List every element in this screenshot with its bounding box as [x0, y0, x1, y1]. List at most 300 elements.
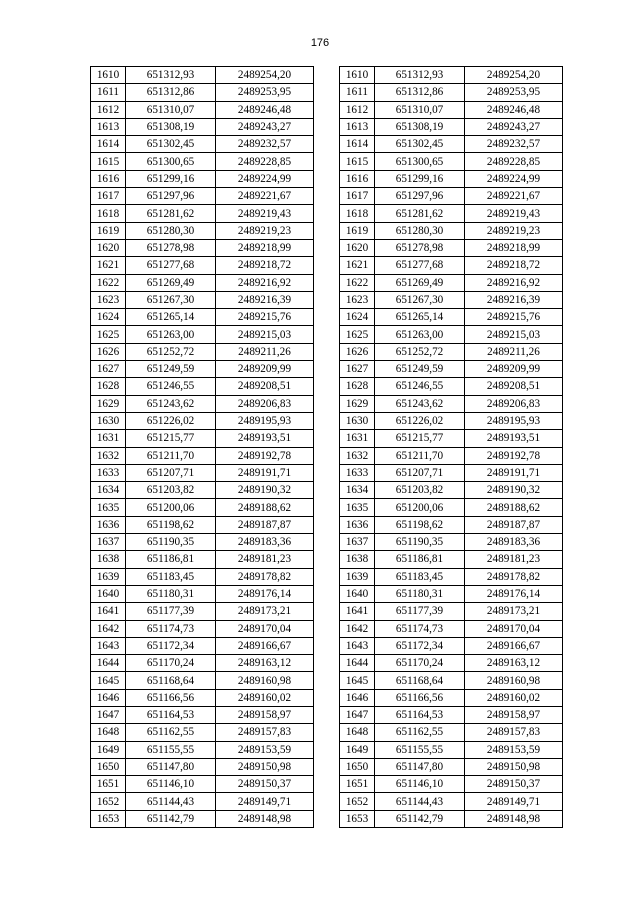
y-coordinate-cell: 2489157,83: [465, 724, 563, 741]
point-number-cell: 1640: [340, 585, 375, 602]
x-coordinate-cell: 651310,07: [126, 101, 216, 118]
y-coordinate-cell: 2489193,51: [216, 430, 314, 447]
page-number: 176: [310, 37, 330, 49]
point-number-cell: 1644: [340, 655, 375, 672]
y-coordinate-cell: 2489191,71: [216, 464, 314, 481]
x-coordinate-cell: 651215,77: [375, 430, 465, 447]
y-coordinate-cell: 2489219,23: [465, 222, 563, 239]
y-coordinate-cell: 2489208,51: [216, 378, 314, 395]
point-number-cell: 1614: [91, 136, 126, 153]
y-coordinate-cell: 2489209,99: [465, 361, 563, 378]
point-number-cell: 1617: [340, 188, 375, 205]
table-row: [340, 516, 563, 533]
table-row: [340, 222, 563, 239]
point-number-cell: 1621: [340, 257, 375, 274]
y-coordinate-cell: 2489209,99: [216, 361, 314, 378]
x-coordinate-cell: 651166,56: [126, 689, 216, 706]
point-number-cell: 1622: [340, 274, 375, 291]
y-coordinate-cell: 2489148,98: [216, 810, 314, 827]
point-number-cell: 1634: [91, 482, 126, 499]
y-coordinate-cell: 2489218,99: [465, 239, 563, 256]
point-number-cell: 1619: [340, 222, 375, 239]
table-row: [91, 291, 314, 308]
point-number-cell: 1634: [340, 482, 375, 499]
point-number-cell: 1642: [91, 620, 126, 637]
x-coordinate-cell: 651166,56: [375, 689, 465, 706]
table-row: [91, 464, 314, 481]
point-number-cell: 1639: [91, 568, 126, 585]
x-coordinate-cell: 651147,80: [126, 758, 216, 775]
y-coordinate-cell: 2489183,36: [216, 534, 314, 551]
table-row: [91, 101, 314, 118]
point-number-cell: 1613: [340, 118, 375, 135]
x-coordinate-cell: 651299,16: [375, 170, 465, 187]
x-coordinate-cell: 651278,98: [126, 239, 216, 256]
y-coordinate-cell: 2489188,62: [465, 499, 563, 516]
table-row: [340, 118, 563, 135]
x-coordinate-cell: 651252,72: [126, 343, 216, 360]
y-coordinate-cell: 2489253,95: [216, 84, 314, 101]
x-coordinate-cell: 651177,39: [375, 603, 465, 620]
x-coordinate-cell: 651267,30: [375, 291, 465, 308]
x-coordinate-cell: 651297,96: [126, 188, 216, 205]
y-coordinate-cell: 2489211,26: [465, 343, 563, 360]
table-row: [340, 758, 563, 775]
point-number-cell: 1610: [340, 67, 375, 84]
y-coordinate-cell: 2489232,57: [216, 136, 314, 153]
table-row: [91, 239, 314, 256]
table-row: [91, 655, 314, 672]
table-row: [340, 239, 563, 256]
x-coordinate-cell: 651142,79: [375, 810, 465, 827]
table-row: [340, 67, 563, 84]
x-coordinate-cell: 651300,65: [126, 153, 216, 170]
x-coordinate-cell: 651299,16: [126, 170, 216, 187]
table-row: [91, 551, 314, 568]
x-coordinate-cell: 651183,45: [126, 568, 216, 585]
point-number-cell: 1626: [91, 343, 126, 360]
x-coordinate-cell: 651252,72: [375, 343, 465, 360]
table-row: [340, 585, 563, 602]
y-coordinate-cell: 2489243,27: [465, 118, 563, 135]
table-row: [91, 724, 314, 741]
x-coordinate-cell: 651300,65: [375, 153, 465, 170]
y-coordinate-cell: 2489176,14: [465, 585, 563, 602]
x-coordinate-cell: 651312,93: [126, 67, 216, 84]
x-coordinate-cell: 651164,53: [126, 706, 216, 723]
x-coordinate-cell: 651142,79: [126, 810, 216, 827]
y-coordinate-cell: 2489216,92: [465, 274, 563, 291]
y-coordinate-cell: 2489181,23: [465, 551, 563, 568]
table-row: [91, 810, 314, 827]
y-coordinate-cell: 2489178,82: [465, 568, 563, 585]
y-coordinate-cell: 2489218,72: [216, 257, 314, 274]
y-coordinate-cell: 2489166,67: [216, 637, 314, 654]
table-row: [91, 361, 314, 378]
point-number-cell: 1621: [91, 257, 126, 274]
x-coordinate-cell: 651155,55: [375, 741, 465, 758]
y-coordinate-cell: 2489158,97: [465, 706, 563, 723]
table-row: [340, 309, 563, 326]
y-coordinate-cell: 2489192,78: [465, 447, 563, 464]
point-number-cell: 1644: [91, 655, 126, 672]
x-coordinate-cell: 651280,30: [126, 222, 216, 239]
x-coordinate-cell: 651177,39: [126, 603, 216, 620]
x-coordinate-cell: 651277,68: [126, 257, 216, 274]
x-coordinate-cell: 651146,10: [126, 776, 216, 793]
point-number-cell: 1623: [340, 291, 375, 308]
table-row: [91, 672, 314, 689]
table-row: [340, 326, 563, 343]
table-row: [340, 655, 563, 672]
x-coordinate-cell: 651269,49: [375, 274, 465, 291]
x-coordinate-cell: 651174,73: [126, 620, 216, 637]
y-coordinate-cell: 2489166,67: [465, 637, 563, 654]
point-number-cell: 1616: [340, 170, 375, 187]
point-number-cell: 1630: [340, 412, 375, 429]
table-row: [91, 118, 314, 135]
y-coordinate-cell: 2489178,82: [216, 568, 314, 585]
x-coordinate-cell: 651267,30: [126, 291, 216, 308]
point-number-cell: 1643: [91, 637, 126, 654]
x-coordinate-cell: 651164,53: [375, 706, 465, 723]
table-row: [340, 291, 563, 308]
table-row: [340, 482, 563, 499]
table-body-left: [91, 67, 314, 828]
table-row: [340, 205, 563, 222]
point-number-cell: 1610: [91, 67, 126, 84]
point-number-cell: 1651: [91, 776, 126, 793]
x-coordinate-cell: 651243,62: [375, 395, 465, 412]
point-number-cell: 1647: [91, 706, 126, 723]
point-number-cell: 1629: [340, 395, 375, 412]
table-row: [91, 758, 314, 775]
x-coordinate-cell: 651200,06: [126, 499, 216, 516]
table-row: [340, 637, 563, 654]
point-number-cell: 1620: [340, 239, 375, 256]
x-coordinate-cell: 651207,71: [126, 464, 216, 481]
x-coordinate-cell: 651162,55: [375, 724, 465, 741]
table-row: [91, 447, 314, 464]
point-number-cell: 1639: [340, 568, 375, 585]
table-row: [91, 482, 314, 499]
x-coordinate-cell: 651183,45: [375, 568, 465, 585]
point-number-cell: 1653: [91, 810, 126, 827]
table-row: [91, 343, 314, 360]
point-number-cell: 1627: [340, 361, 375, 378]
point-number-cell: 1649: [91, 741, 126, 758]
y-coordinate-cell: 2489224,99: [465, 170, 563, 187]
table-body-right: [340, 67, 563, 828]
point-number-cell: 1635: [340, 499, 375, 516]
point-number-cell: 1626: [340, 343, 375, 360]
y-coordinate-cell: 2489163,12: [465, 655, 563, 672]
y-coordinate-cell: 2489218,72: [465, 257, 563, 274]
table-row: [91, 67, 314, 84]
y-coordinate-cell: 2489219,23: [216, 222, 314, 239]
x-coordinate-cell: 651207,71: [375, 464, 465, 481]
y-coordinate-cell: 2489150,37: [216, 776, 314, 793]
x-coordinate-cell: 651249,59: [126, 361, 216, 378]
y-coordinate-cell: 2489150,98: [216, 758, 314, 775]
point-number-cell: 1615: [91, 153, 126, 170]
point-number-cell: 1648: [340, 724, 375, 741]
point-number-cell: 1614: [340, 136, 375, 153]
y-coordinate-cell: 2489160,02: [465, 689, 563, 706]
table-row: [340, 499, 563, 516]
table-row: [340, 741, 563, 758]
y-coordinate-cell: 2489187,87: [216, 516, 314, 533]
point-number-cell: 1652: [91, 793, 126, 810]
point-number-cell: 1617: [91, 188, 126, 205]
x-coordinate-cell: 651246,55: [126, 378, 216, 395]
y-coordinate-cell: 2489208,51: [465, 378, 563, 395]
x-coordinate-cell: 651243,62: [126, 395, 216, 412]
x-coordinate-cell: 651168,64: [126, 672, 216, 689]
y-coordinate-cell: 2489183,36: [465, 534, 563, 551]
point-number-cell: 1623: [91, 291, 126, 308]
y-coordinate-cell: 2489181,23: [216, 551, 314, 568]
y-coordinate-cell: 2489215,03: [216, 326, 314, 343]
table-row: [91, 84, 314, 101]
table-row: [340, 412, 563, 429]
x-coordinate-cell: 651281,62: [126, 205, 216, 222]
table-row: [340, 84, 563, 101]
point-number-cell: 1629: [91, 395, 126, 412]
x-coordinate-cell: 651144,43: [375, 793, 465, 810]
table-row: [340, 274, 563, 291]
x-coordinate-cell: 651302,45: [375, 136, 465, 153]
table-row: [340, 534, 563, 551]
table-row: [340, 793, 563, 810]
coordinates-table-left: [90, 66, 314, 828]
point-number-cell: 1648: [91, 724, 126, 741]
y-coordinate-cell: 2489150,98: [465, 758, 563, 775]
table-row: [91, 706, 314, 723]
table-row: [91, 188, 314, 205]
y-coordinate-cell: 2489254,20: [216, 67, 314, 84]
point-number-cell: 1618: [91, 205, 126, 222]
y-coordinate-cell: 2489187,87: [465, 516, 563, 533]
x-coordinate-cell: 651249,59: [375, 361, 465, 378]
point-number-cell: 1632: [340, 447, 375, 464]
x-coordinate-cell: 651297,96: [375, 188, 465, 205]
x-coordinate-cell: 651277,68: [375, 257, 465, 274]
y-coordinate-cell: 2489215,76: [465, 309, 563, 326]
table-row: [340, 551, 563, 568]
table-row: [91, 776, 314, 793]
x-coordinate-cell: 651172,34: [375, 637, 465, 654]
table-row: [340, 706, 563, 723]
y-coordinate-cell: 2489160,98: [465, 672, 563, 689]
table-row: [340, 343, 563, 360]
x-coordinate-cell: 651170,24: [375, 655, 465, 672]
y-coordinate-cell: 2489190,32: [465, 482, 563, 499]
y-coordinate-cell: 2489192,78: [216, 447, 314, 464]
y-coordinate-cell: 2489195,93: [465, 412, 563, 429]
y-coordinate-cell: 2489218,99: [216, 239, 314, 256]
table-row: [340, 464, 563, 481]
x-coordinate-cell: 651269,49: [126, 274, 216, 291]
x-coordinate-cell: 651190,35: [375, 534, 465, 551]
table-row: [340, 568, 563, 585]
table-row: [340, 603, 563, 620]
point-number-cell: 1650: [91, 758, 126, 775]
y-coordinate-cell: 2489219,43: [465, 205, 563, 222]
x-coordinate-cell: 651198,62: [375, 516, 465, 533]
table-row: [91, 309, 314, 326]
y-coordinate-cell: 2489215,76: [216, 309, 314, 326]
x-coordinate-cell: 651180,31: [375, 585, 465, 602]
point-number-cell: 1613: [91, 118, 126, 135]
table-row: [340, 136, 563, 153]
point-number-cell: 1651: [340, 776, 375, 793]
table-row: [340, 378, 563, 395]
point-number-cell: 1625: [340, 326, 375, 343]
table-row: [91, 516, 314, 533]
table-row: [340, 188, 563, 205]
y-coordinate-cell: 2489215,03: [465, 326, 563, 343]
x-coordinate-cell: 651281,62: [375, 205, 465, 222]
y-coordinate-cell: 2489153,59: [465, 741, 563, 758]
y-coordinate-cell: 2489253,95: [465, 84, 563, 101]
y-coordinate-cell: 2489163,12: [216, 655, 314, 672]
table-row: [340, 620, 563, 637]
table-row: [91, 585, 314, 602]
coordinates-table-right: [339, 66, 563, 828]
y-coordinate-cell: 2489216,92: [216, 274, 314, 291]
table-row: [91, 136, 314, 153]
x-coordinate-cell: 651215,77: [126, 430, 216, 447]
point-number-cell: 1622: [91, 274, 126, 291]
x-coordinate-cell: 651186,81: [126, 551, 216, 568]
table-row: [91, 378, 314, 395]
x-coordinate-cell: 651263,00: [375, 326, 465, 343]
point-number-cell: 1636: [340, 516, 375, 533]
x-coordinate-cell: 651203,82: [126, 482, 216, 499]
point-number-cell: 1641: [340, 603, 375, 620]
table-row: [91, 395, 314, 412]
point-number-cell: 1635: [91, 499, 126, 516]
point-number-cell: 1627: [91, 361, 126, 378]
y-coordinate-cell: 2489149,71: [216, 793, 314, 810]
table-row: [91, 430, 314, 447]
point-number-cell: 1624: [91, 309, 126, 326]
table-row: [91, 499, 314, 516]
point-number-cell: 1612: [91, 101, 126, 118]
x-coordinate-cell: 651312,86: [375, 84, 465, 101]
y-coordinate-cell: 2489219,43: [216, 205, 314, 222]
table-row: [91, 326, 314, 343]
x-coordinate-cell: 651211,70: [126, 447, 216, 464]
point-number-cell: 1637: [91, 534, 126, 551]
x-coordinate-cell: 651226,02: [375, 412, 465, 429]
x-coordinate-cell: 651162,55: [126, 724, 216, 741]
point-number-cell: 1624: [340, 309, 375, 326]
y-coordinate-cell: 2489193,51: [465, 430, 563, 447]
point-number-cell: 1632: [91, 447, 126, 464]
point-number-cell: 1642: [340, 620, 375, 637]
table-row: [91, 741, 314, 758]
x-coordinate-cell: 651310,07: [375, 101, 465, 118]
x-coordinate-cell: 651174,73: [375, 620, 465, 637]
point-number-cell: 1649: [340, 741, 375, 758]
point-number-cell: 1633: [340, 464, 375, 481]
x-coordinate-cell: 651144,43: [126, 793, 216, 810]
x-coordinate-cell: 651265,14: [126, 309, 216, 326]
point-number-cell: 1611: [91, 84, 126, 101]
point-number-cell: 1618: [340, 205, 375, 222]
y-coordinate-cell: 2489206,83: [465, 395, 563, 412]
y-coordinate-cell: 2489150,37: [465, 776, 563, 793]
point-number-cell: 1625: [91, 326, 126, 343]
y-coordinate-cell: 2489246,48: [465, 101, 563, 118]
table-row: [340, 724, 563, 741]
table-row: [340, 430, 563, 447]
y-coordinate-cell: 2489170,04: [465, 620, 563, 637]
x-coordinate-cell: 651308,19: [375, 118, 465, 135]
table-row: [340, 101, 563, 118]
point-number-cell: 1645: [91, 672, 126, 689]
x-coordinate-cell: 651312,86: [126, 84, 216, 101]
x-coordinate-cell: 651263,00: [126, 326, 216, 343]
y-coordinate-cell: 2489224,99: [216, 170, 314, 187]
point-number-cell: 1619: [91, 222, 126, 239]
point-number-cell: 1637: [340, 534, 375, 551]
point-number-cell: 1638: [91, 551, 126, 568]
point-number-cell: 1646: [91, 689, 126, 706]
x-coordinate-cell: 651200,06: [375, 499, 465, 516]
y-coordinate-cell: 2489195,93: [216, 412, 314, 429]
x-coordinate-cell: 651312,93: [375, 67, 465, 84]
table-row: [91, 689, 314, 706]
table-row: [91, 412, 314, 429]
table-row: [91, 153, 314, 170]
table-row: [91, 568, 314, 585]
x-coordinate-cell: 651147,80: [375, 758, 465, 775]
table-row: [340, 810, 563, 827]
y-coordinate-cell: 2489149,71: [465, 793, 563, 810]
point-number-cell: 1611: [340, 84, 375, 101]
table-row: [340, 257, 563, 274]
table-row: [91, 222, 314, 239]
point-number-cell: 1631: [340, 430, 375, 447]
table-row: [91, 793, 314, 810]
x-coordinate-cell: 651302,45: [126, 136, 216, 153]
point-number-cell: 1647: [340, 706, 375, 723]
x-coordinate-cell: 651190,35: [126, 534, 216, 551]
point-number-cell: 1652: [340, 793, 375, 810]
x-coordinate-cell: 651155,55: [126, 741, 216, 758]
table-row: [340, 153, 563, 170]
x-coordinate-cell: 651246,55: [375, 378, 465, 395]
table-row: [91, 637, 314, 654]
point-number-cell: 1650: [340, 758, 375, 775]
point-number-cell: 1633: [91, 464, 126, 481]
point-number-cell: 1628: [340, 378, 375, 395]
y-coordinate-cell: 2489243,27: [216, 118, 314, 135]
point-number-cell: 1645: [340, 672, 375, 689]
y-coordinate-cell: 2489188,62: [216, 499, 314, 516]
table-row: [91, 257, 314, 274]
x-coordinate-cell: 651180,31: [126, 585, 216, 602]
table-row: [340, 447, 563, 464]
y-coordinate-cell: 2489232,57: [465, 136, 563, 153]
point-number-cell: 1646: [340, 689, 375, 706]
x-coordinate-cell: 651170,24: [126, 655, 216, 672]
point-number-cell: 1631: [91, 430, 126, 447]
x-coordinate-cell: 651168,64: [375, 672, 465, 689]
